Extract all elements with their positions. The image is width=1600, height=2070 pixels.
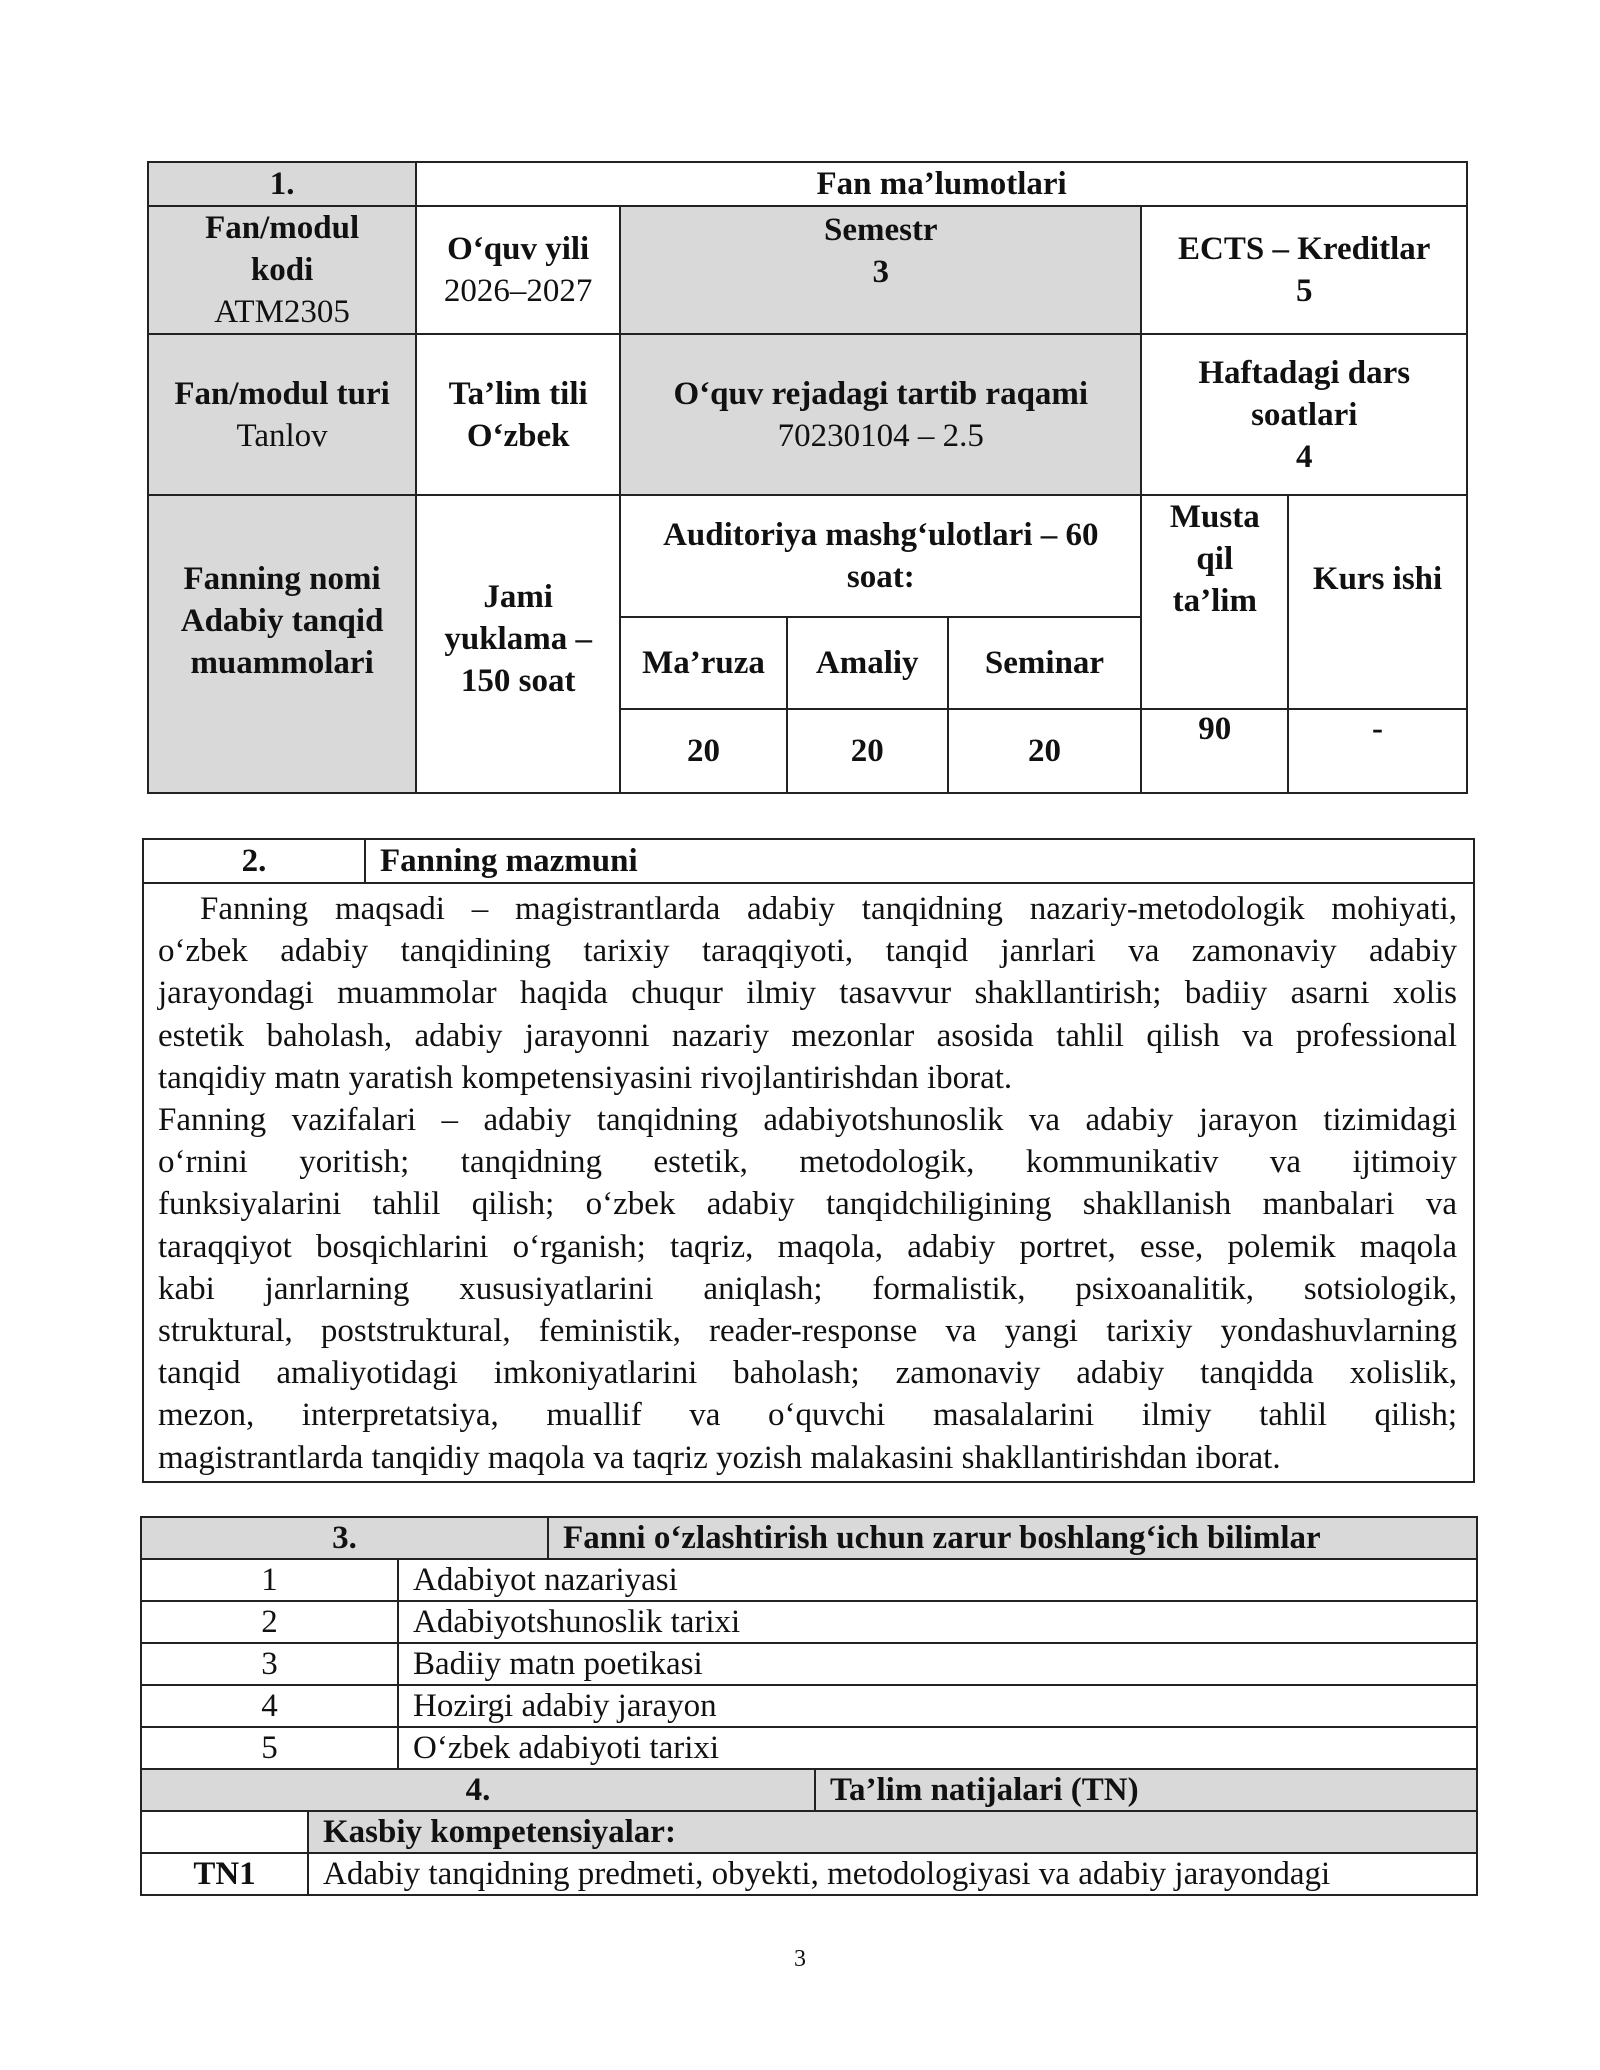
- weekly-hours-value: 4: [1295, 438, 1313, 475]
- curriculum-number-cell: [620, 334, 1141, 495]
- subject-name-value-2: muammolari: [190, 645, 374, 681]
- tasks-line: o‘rnini yoritish; tanqidning estetik, metodologik, kommunikativ va ijtimoiy: [158, 1144, 1457, 1181]
- practical-hours: 20: [787, 709, 948, 793]
- seminar-label: Seminar: [948, 617, 1142, 709]
- tasks-line: funksiyalarini tahlil qilish; o‘zbek adabiy tanqidchiligining shakllanish manbalari va: [158, 1186, 1457, 1223]
- weekly-hours-label-2: soatlari: [1251, 396, 1358, 433]
- course-work-value-cell: [1288, 709, 1467, 793]
- tn1-text: Adabiy tanqidning predmeti, obyekti, metodologiyasi va adabiy jarayondagi: [308, 1853, 1477, 1895]
- item-number: 3: [141, 1643, 398, 1685]
- ects-label: ECTS – Kreditlar: [1178, 231, 1431, 267]
- lecture-hours: 20: [620, 709, 787, 793]
- tasks-line: mezon, interpretatsiya, muallif va o‘quvchi masalalarini ilmiy tahlil qilish;: [158, 1397, 1457, 1434]
- independent-study-hours: [1141, 709, 1288, 793]
- subject-content-text: [143, 883, 1474, 1482]
- curriculum-number-label: O‘quv rejadagi tartib raqami: [673, 375, 1089, 412]
- list-item: [141, 1685, 1477, 1727]
- item-number: 5: [141, 1727, 398, 1769]
- module-type-value: Tanlov: [236, 417, 328, 454]
- academic-year-value: 2026–2027: [443, 273, 593, 309]
- section-3-number: 3.: [141, 1517, 548, 1559]
- list-item: [141, 1643, 1477, 1685]
- section-2-number: 2.: [143, 839, 365, 883]
- tasks-line: taraqqiyot bosqichlarini o‘rganish; taqriz, maqola, adabiy portret, esse, polemik maqola: [158, 1228, 1457, 1265]
- goal-line: tanqidiy matn yaratish kompetensiyasini rivojlantirishdan iborat.: [158, 1059, 1013, 1096]
- item-text: Badiiy matn poetikasi: [398, 1643, 1477, 1685]
- independent-study-hours-value: 90: [1198, 711, 1232, 747]
- module-code-value: ATM2305: [214, 294, 350, 330]
- total-load-1: Jami: [483, 579, 553, 615]
- item-text: O‘zbek adabiyoti tarixi: [398, 1727, 1477, 1769]
- section-4-title: Ta’lim natijalari (TN): [815, 1769, 1477, 1811]
- tn1-label: TN1: [141, 1853, 308, 1895]
- goal-line: jarayondagi muammolar haqida chuqur ilmiy tasavvur shakllantirish; badiiy asarni xolis: [158, 975, 1457, 1012]
- auditorium-label-1: Auditoriya mashg‘ulotlari – 60: [663, 517, 1099, 553]
- tasks-line: tanqid amaliyotidagi imkoniyatlarini baholash; zamonaviy adabiy tanqidda xolislik,: [158, 1355, 1457, 1392]
- total-load-3: 150 soat: [460, 663, 576, 699]
- independent-study-cell: [1141, 495, 1288, 709]
- section-3-title: Fanni o‘zlashtirish uchun zarur boshlang‘ich bilimlar: [548, 1517, 1477, 1559]
- teaching-language-cell: [416, 334, 620, 495]
- module-type-cell: [148, 334, 416, 495]
- semester-value: 3: [872, 254, 890, 290]
- independent-study-1: Musta: [1169, 499, 1260, 535]
- total-load-2: yuklama –: [444, 621, 592, 657]
- item-number: 2: [141, 1601, 398, 1643]
- goal-line: Fanning maqsadi – magistrantlarda adabiy tanqidning nazariy-metodologik mohiyati,: [200, 891, 1457, 927]
- item-number: 1: [141, 1559, 398, 1601]
- item-number: 4: [141, 1685, 398, 1727]
- module-type-label: Fan/modul turi: [174, 375, 390, 412]
- module-code-label-2: kodi: [250, 252, 314, 288]
- independent-study-2: qil: [1196, 541, 1234, 577]
- total-load-cell: [416, 495, 620, 793]
- competencies-subtitle: Kasbiy kompetensiyalar:: [308, 1811, 1477, 1853]
- goal-line: estetik baholash, adabiy jarayonni nazariy mezonlar asosida tahlil qilish va professional: [158, 1017, 1457, 1054]
- lecture-label: Ma’ruza: [620, 617, 787, 709]
- independent-study-3: ta’lim: [1172, 583, 1257, 619]
- ects-value: 5: [1295, 273, 1313, 309]
- weekly-hours-cell: [1141, 334, 1467, 495]
- item-text: Adabiyotshunoslik tarixi: [398, 1601, 1477, 1643]
- semester-label: Semestr: [823, 212, 938, 248]
- practical-label: Amaliy: [787, 617, 948, 709]
- empty-cell: [141, 1811, 308, 1853]
- page-number: 3: [794, 1946, 806, 1972]
- goal-line: o‘zbek adabiy tanqidining tarixiy taraqqiyoti, tanqid janrlari va zamonaviy adabiy: [158, 933, 1457, 970]
- weekly-hours-label-1: Haftadagi dars: [1198, 354, 1411, 391]
- item-text: Adabiyot nazariyasi: [398, 1559, 1477, 1601]
- academic-year-label: O‘quv yili: [447, 231, 590, 267]
- tasks-line: magistrantlarda tanqidiy maqola va taqriz yozish malakasini shakllantirishdan iborat.: [158, 1439, 1281, 1476]
- auditorium-label-2: soat:: [846, 559, 915, 595]
- section-4-number: 4.: [141, 1769, 815, 1811]
- subject-name-cell: [148, 495, 416, 793]
- course-work-value: -: [1372, 711, 1384, 747]
- list-item: [141, 1727, 1477, 1769]
- tasks-line: Fanning vazifalari – adabiy tanqidning adabiyotshunoslik va adabiy jarayon tizimidagi: [158, 1102, 1457, 1139]
- list-item: [141, 1601, 1477, 1643]
- ects-cell: [1141, 206, 1467, 334]
- course-work-label: Kurs ishi: [1288, 495, 1467, 709]
- item-text: Hozirgi adabiy jarayon: [398, 1685, 1477, 1727]
- prerequisites-outcomes-table: [140, 1516, 1478, 1896]
- semester-cell: [620, 206, 1141, 334]
- section-1-number: 1.: [148, 162, 416, 206]
- seminar-hours: 20: [948, 709, 1142, 793]
- teaching-language-label: Ta’lim tili: [448, 375, 588, 412]
- teaching-language-value: O‘zbek: [466, 417, 570, 454]
- curriculum-number-value: 70230104 – 2.5: [777, 417, 984, 454]
- academic-year-cell: [416, 206, 620, 334]
- auditorium-cell: [620, 495, 1141, 617]
- tasks-line: kabi janrlarning xususiyatlarini aniqlash; formalistik, psixoanalitik, sotsiologik,: [158, 1270, 1457, 1307]
- section-1-title: Fan ma’lumotlari: [416, 162, 1467, 206]
- module-code-label-1: Fan/modul: [205, 210, 360, 246]
- subject-content-table: [142, 838, 1475, 1483]
- list-item: [141, 1559, 1477, 1601]
- subject-name-value-1: Adabiy tanqid: [180, 603, 384, 639]
- module-code-cell: [148, 206, 416, 334]
- subject-name-label: Fanning nomi: [183, 561, 381, 597]
- subject-info-table: [147, 161, 1468, 794]
- tasks-line: struktural, poststruktural, feministik, reader-response va yangi tarixiy yondashuvlarning: [158, 1313, 1457, 1350]
- section-2-title: Fanning mazmuni: [365, 839, 1474, 883]
